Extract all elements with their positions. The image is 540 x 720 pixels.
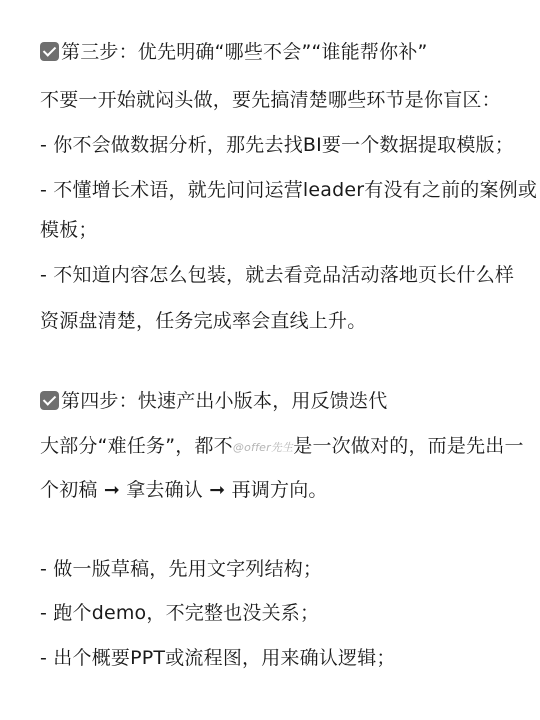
step3-heading-text: 第三步：优先明确“哪些不会”“谁能帮你补” bbox=[61, 41, 428, 63]
step4-bullet-1: - 做一版草稿，先用文字列结构； bbox=[40, 558, 323, 580]
checkmark-icon bbox=[40, 391, 59, 410]
step4-paragraph-part-2: 是一次做对的，而是先出一 bbox=[293, 435, 524, 457]
step3-bullet-2-line-2: 模板； bbox=[40, 219, 98, 241]
step3-bullet-2-line-1: - 不懂增长术语，就先问问运营leader有没有之前的案例或 bbox=[40, 179, 538, 201]
checkmark-icon bbox=[40, 42, 59, 61]
step3-bullet-1: - 你不会做数据分析，那先去找BI要一个数据提取模版； bbox=[40, 134, 514, 156]
step4-bullet-2: - 跑个demo，不完整也没关系； bbox=[40, 602, 320, 624]
step4-paragraph-line-2: 个初稿 ➞ 拿去确认 ➞ 再调方向。 bbox=[40, 479, 328, 501]
watermark-text: @offer先生 bbox=[232, 441, 294, 454]
step4-heading bbox=[40, 389, 510, 413]
step3-intro: 不要一开始就闷头做，要先搞清楚哪些环节是你盲区： bbox=[40, 89, 501, 111]
step4-paragraph-line-1 bbox=[40, 434, 524, 460]
step3-heading bbox=[40, 40, 510, 64]
step3-bullet-3-line-1: - 不知道内容怎么包装，就去看竞品活动落地页长什么样 bbox=[40, 264, 515, 286]
step4-bullet-3: - 出个概要PPT或流程图，用来确认逻辑； bbox=[40, 647, 396, 669]
step4-heading-text: 第四步：快速产出小版本，用反馈迭代 bbox=[61, 390, 388, 412]
step3-bullet-3-line-2: 资源盘清楚，任务完成率会直线上升。 bbox=[40, 310, 367, 332]
step4-paragraph-part-1: 大部分“难任务”，都不 bbox=[40, 435, 233, 457]
